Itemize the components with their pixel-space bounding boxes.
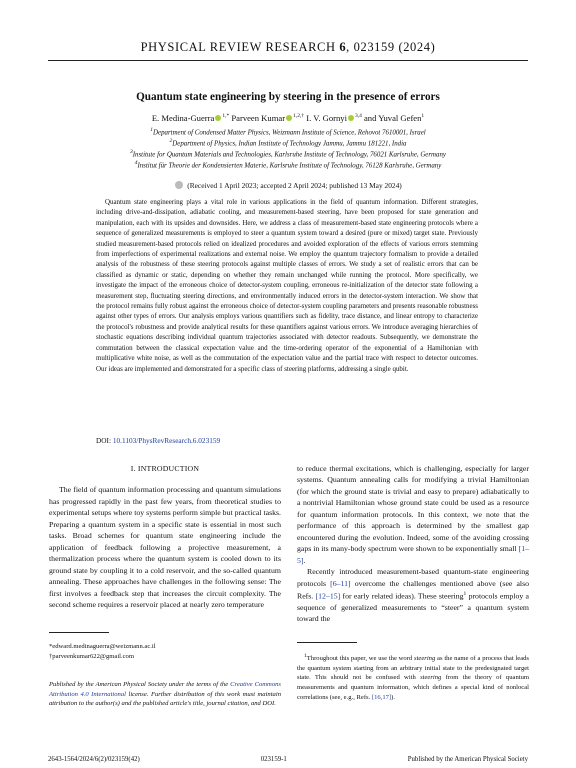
affiliation-text: Institute for Quantum Materials and Technologies, Karlsruhe Institute of Technology, 76021 Karlsruhe, Germany [132,151,446,159]
affiliation-sup: 4 [134,160,138,166]
journal-name: PHYSICAL REVIEW RESEARCH [140,40,336,54]
doi-link[interactable]: 10.1103/PhysRevResearch.6.023159 [112,436,221,445]
text-run: . [303,555,306,565]
author-1-sup: 1,* [222,113,230,120]
footnote-email-2: †parveenkumar622@gmail.com [49,652,134,660]
affiliation-text: Department of Condensed Matter Physics, Weizmann Institute of Science, Rehovot 7610001, Israel [153,129,426,137]
text-run: to reduce thermal excitations, which is challenging, especially for larger systems. Quantum annealing calls for modifying a trivial Hamiltonian (for which the ground state is trivial and easy to prepare) adiabatically to a nontrivial Hamiltonian whose ground state could be used as a resource for quantum information protocols. In this context, we note that the performance of this approach is determined by the smallest gap encountered during the evolution. Indeed, some of the avoiding crossing gaps in its many-body spectrum were shown to be exponentially small [297,464,529,554]
section-heading: I. INTRODUCTION [130,464,200,473]
orcid-icon[interactable] [215,115,221,121]
right-column [297,463,529,625]
affiliation-sup: 2 [169,138,173,144]
journal-header [0,40,576,55]
text-run: Recently introduced measurement-based quantum-state engineering protocols [297,567,529,588]
author-1[interactable]: E. Medina-Guerra [151,113,215,123]
license-link[interactable]: Creative Commons Attribution 4.0 International [49,681,281,698]
author-3-sup: 3,4 [354,113,362,120]
affiliation-text: Institut für Theorie der Kondensierten Materie, Karlsruhe Institute of Technology, 76128 Karlsruhe, Germany [137,162,442,170]
text-run: protocols employ a sequence of generalized measurements to “steer” a quantum system toward the [297,591,529,624]
doi-line [96,436,220,445]
intro-paragraph: The field of quantum information processing and quantum simulations has progressed rapidly in the past few years, from theoretical studies to experimental setups where toy systems perform simple but practical tasks. Preparing a quantum system in a specific state is essential in most such tasks. Broad schemes for quantum state engineering include the application of feedback following a projective measurement, a thermalization process where the quantum system is cooled down to its ground state by coupling it to a cold reservoir, and the so-called quantum annealing. These approaches have challenges in the following sense: The first involves a feedback step that increases the circuit complexity. The second scheme requires a reservoir placed at nearly zero temperature [49,485,281,609]
citation-link[interactable]: [12–15] [315,591,341,601]
author-3[interactable]: I. V. Gornyi [306,113,347,123]
citation-link[interactable]: [16,17] [371,693,392,701]
footer-publisher: Published by the American Physical Society [407,756,528,763]
text-run: Published by the American Physical Society under the terms of the [49,681,231,688]
author-2-sup: 1,2,† [293,113,305,120]
author-list [48,113,528,123]
footnote-number: 1 [304,653,307,659]
footnote-rule [49,632,109,633]
header-rule [48,60,528,61]
author-2[interactable]: Parveen Kumar [231,113,286,123]
license-notice [49,680,281,709]
intro-paragraph-cont [297,463,529,566]
orcid-icon[interactable] [348,115,354,121]
affiliation-4 [48,158,528,172]
text-run: from the theory of quantum measurements and quantum information, which defines a special kind of nonlocal correlations (see, e.g., Refs. [297,674,529,701]
footnote-marker[interactable]: 1 [463,590,467,597]
journal-citation: , 023159 (2024) [346,40,436,54]
affiliation-text: Department of Physics, Indian Institute of Technology Jammu, Jammu 181221, India [172,140,407,148]
text-run: as the name of a process that leads the quantum system starting from an arbitrary initial state to the predesignated target state. This should not be confused with [297,655,529,682]
footnote-steering [297,652,529,702]
affiliation-sup: 3 [130,149,133,155]
journal-volume: 6 [339,40,347,54]
footnotes [49,642,281,661]
text-run: ). [391,693,395,701]
page-footer [48,756,528,763]
abstract: Quantum state engineering plays a vital role in various applications in the field of quantum information. Different strategies, including drive-and-dissipation, adiabatic cooling, and measurement-based steering, have been proposed for state generation and manipulation, each with its upsides and downsides. Here, we address a class of measurement-based state engineering protocols where a sequence of generalized measurements is employed to steer a quantum system toward a desired (pure or mixed) target state. Previously studied measurement-based protocols relied on idealized procedures and avoided exploration of the effects of various errors stemming from imperfections of experimental realizations and external noise. We employ the quantum trajectory formalism to provide a detailed analysis of the robustness of these steering protocols against multiple classes of errors. We study a set of realistic errors that can be classified as dynamic or static, depending on whether they remain unchanged while running the protocol. More specifically, we investigate the impact of the erroneous choice of detector-system coupling, erroneous re-initialization of the detector state following a measurement step, fluctuating steering directions, and environmentally induced errors in the detector-system interaction. We show that the protocol remains fully robust against the erroneous choice of detector-system coupling parameters and presents reasonable robustness against other types of errors. Our analysis employs various quantifiers such as fidelity, trace distance, and linear entropy to characterize the protocol's robustness and provide analytical results for these quantifiers against various errors. We introduce averaging hierarchies of stochastic equations describing individual quantum trajectories associated with detector readouts. Subsequently, we demonstrate the commutation between the classical expectation value and the time-ordering operator of the exponential of a Hamiltonian with multiplicative white noise, as well as the commutation of the expectation value and the partial trace with respect to detector outcomes. Our ideas are implemented and demonstrated for a specific class of steering platforms, addressing a single qubit. [96,198,478,373]
citation-link[interactable]: [1–5] [297,544,529,565]
emphasis: steering [420,674,442,682]
footer-page-number: 023159-1 [260,756,287,763]
footnote-rule-right [297,642,357,643]
doi-label: DOI: [96,436,113,445]
text-run: license. Further distribution of this work must maintain attribution to the author(s) and the published article's title, journal citation, and DOI. [49,690,281,708]
left-column [49,463,281,610]
text-run: overcome the challenges mentioned above (see also Refs. [297,578,530,601]
received-dates [48,181,528,190]
text-run: for early related ideas). These steering [340,591,464,601]
author-4[interactable]: and Yuval Gefen [361,113,422,123]
intro-paragraph-2 [297,566,529,625]
paper-title: Quantum state engineering by steering in the presence of errors [136,91,440,103]
received-text: (Received 1 April 2023; accepted 2 April 2024; published 13 May 2024) [187,181,402,190]
orcid-icon[interactable] [286,115,292,121]
emphasis: steering [414,655,436,663]
citation-link[interactable]: [6–11] [330,578,351,588]
author-4-sup: 1 [421,113,425,120]
footnote-email-1: *edward.medinaguerra@weizmann.ac.il [49,643,156,650]
affiliation-sup: 1 [150,127,154,133]
check-updates-icon[interactable] [175,181,183,189]
text-run: Throughout this paper, we use the word [306,655,415,663]
footer-issn: 2643-1564/2024/6(2)/023159(42) [48,756,140,763]
